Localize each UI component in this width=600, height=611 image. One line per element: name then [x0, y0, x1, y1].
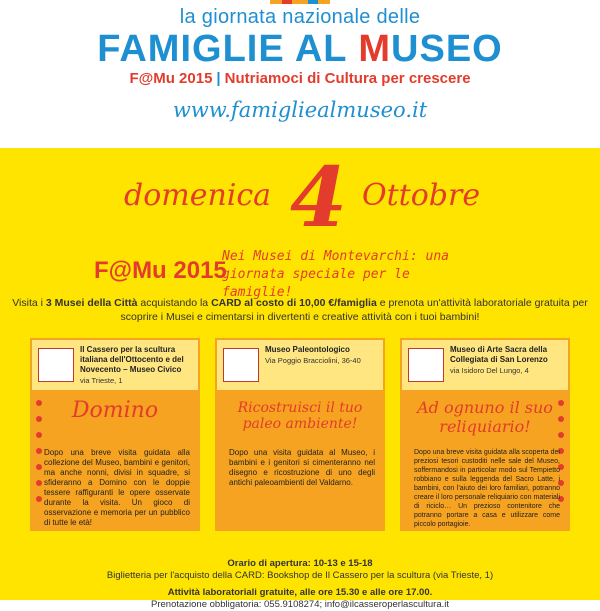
- museum-address: via Isidoro Del Lungo, 4: [450, 366, 529, 375]
- intro-part3: e prenota un'attività laboratoriale gratuita per scoprire i Musei e cimentarsi in divertenti e creative attività con i tuoi bambini!: [120, 297, 588, 323]
- activities-info: Attività laboratoriali gratuite, alle ore 15.30 e alle ore 17.00.: [167, 587, 433, 598]
- header-kicker: la giornata nazionale delle: [179, 6, 421, 28]
- museum-name: [265, 345, 383, 366]
- activity-description: Dopo una breve visita guidata alla scoperta dei preziosi tesori custoditi nelle sale del Museo, soffermandosi in particolar modo sul Tempietto robbiano e sulla leggenda del Sacro Latte, i bambini, con l'aiuto dei loro familiari, potranno creare il loro personale reliquiario con materiali di riciclo… Un prezioso contenitore che potranno portare a casa e utilizzare come piccolo portagioie.: [414, 449, 560, 528]
- booking-info[interactable]: Prenotazione obbligatoria: 055.9108274; info@ilcasseroperlascultura.it: [151, 599, 449, 610]
- museum-card-header: [402, 340, 568, 390]
- headline-part2: USEO: [391, 28, 503, 70]
- event-panel: [0, 148, 600, 610]
- date-day-word: domenica: [124, 178, 272, 213]
- ticket-office: Biglietteria per l'acquisto della CARD: Bookshop de Il Cassero per la scultura (via Trieste, 1): [106, 570, 494, 581]
- subtitle-separator: |: [216, 70, 221, 87]
- headline: [0, 28, 600, 71]
- museum-name-text: Museo Paleontologico: [265, 345, 350, 354]
- intro-text: [10, 296, 590, 324]
- opening-hours: Orario di apertura: 10-13 e 15-18: [227, 558, 373, 569]
- famu-title: F@Mu 2015: [94, 257, 227, 284]
- intro-bold1: 3 Musei della Città: [45, 297, 138, 309]
- subtitle: [0, 70, 600, 87]
- activity-title: Domino: [71, 398, 159, 423]
- activity-title: Ad ognuno il suo reliquiario!: [417, 398, 553, 436]
- header: [0, 0, 600, 148]
- paleontologico-logo-icon: [223, 348, 259, 382]
- museum-address: Via Poggio Bracciolini, 36-40: [265, 356, 361, 365]
- activity-description: Dopo una visita guidata al Museo, i bambini e i genitori si cimenteranno nel disegno e ricostruzione di uno degli antichi paleoambienti del Valdarno.: [229, 448, 375, 487]
- museum-name-text: Museo di Arte Sacra della Collegiata di San Lorenzo: [450, 345, 548, 364]
- museum-card-paleontologico[interactable]: [215, 338, 385, 531]
- activity-description: Dopo una breve visita guidata alla collezione del Museo, bambini e genitori, ma anche nonni, divisi in squadre, si sfideranno a Domino con le doppie tessere raffiguranti le opere osservate durante la visita. Un gioco di osservazione e memoria per un pubblico di tutte le età!: [44, 448, 190, 527]
- date-day-number: 4: [290, 150, 348, 246]
- headline-m: M: [358, 28, 392, 70]
- cassero-logo-icon: [38, 348, 74, 382]
- museum-card-arte-sacra[interactable]: [400, 338, 570, 531]
- intro-part2: acquistando la: [137, 297, 212, 309]
- arte-sacra-logo-icon: [408, 348, 444, 382]
- museum-address: via Trieste, 1: [80, 376, 123, 385]
- museum-card-header: [32, 340, 198, 390]
- date-month: Ottobre: [362, 178, 481, 213]
- museum-name: [80, 345, 198, 386]
- museum-name-text: Il Cassero per la scultura italiana dell'Ottocento e del Novecento – Museo Civico: [80, 345, 184, 374]
- famu-tagline: Nei Musei di Montevarchi: una giornata speciale per le famiglie!: [222, 249, 449, 300]
- website-link[interactable]: www.famigliealmuseo.it: [172, 98, 428, 122]
- museum-card-cassero[interactable]: [30, 338, 200, 531]
- intro-part1: Visita i: [12, 297, 46, 309]
- activity-title: Ricostruisci il tuo paleo ambiente!: [237, 400, 363, 432]
- event-date: [0, 148, 600, 246]
- museum-card-header: [217, 340, 383, 390]
- museum-name: [450, 345, 568, 376]
- headline-part1: FAMIGLIE AL: [97, 28, 359, 70]
- subtitle-tagline: Nutriamoci di Cultura per crescere: [224, 70, 471, 87]
- intro-bold2: CARD al costo di 10,00 €/famiglia: [211, 297, 377, 309]
- footer-info: [0, 558, 600, 611]
- subtitle-famu: F@Mu 2015: [129, 70, 213, 87]
